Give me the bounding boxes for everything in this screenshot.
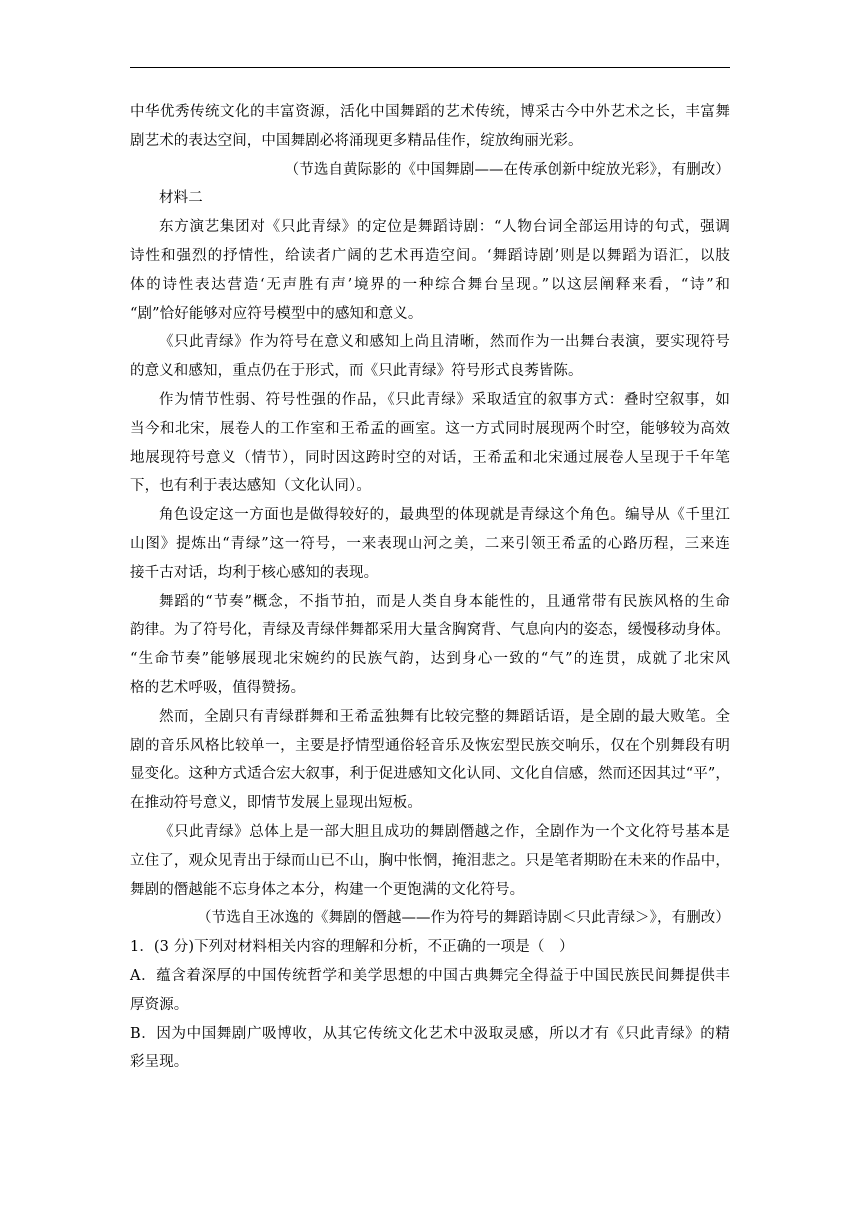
text-line: 诗性和强烈的抒情性，给读者广阔的艺术再造空间。‘舞蹈诗剧’则是以舞蹈为语汇，以肢 [130, 247, 730, 264]
text-line: 体的诗性表达营造‘无声胜有声’境界的一种综合舞台呈现。”以这层阐释来看，“诗”和 [130, 276, 730, 293]
document-body [130, 98, 730, 1077]
option-a: A．蕴含着深厚的中国传统哲学和美学思想的中国古典舞完全得益于中国民族民间舞提供丰 [130, 967, 730, 984]
text-line: 格的艺术呼吸，值得赞扬。 [130, 679, 306, 696]
text-line: 显变化。这种方式适合宏大叙事，利于促进感知文化认同、文化自信感，然而还因其过“平”， [130, 766, 730, 783]
material-heading: 材料二 [159, 190, 203, 207]
text-line: 接千古对话，均利于核心感知的表现。 [130, 564, 379, 581]
text-line: 《只此青绿》作为符号在意义和感知上尚且清晰，然而作为一出舞台表演，要实现符号 [159, 334, 730, 351]
text-line: 的意义和感知，重点仍在于形式，而《只此青绿》符号形式良莠皆陈。 [130, 363, 583, 380]
text-line: 作为情节性弱、符号性强的作品，《只此青绿》采取适宜的叙事方式：叠时空叙事，如 [159, 391, 730, 408]
text-line: “生命节奏”能够展现北宋婉约的民族气韵，达到身心一致的“气”的连贯，成就了北宋风 [130, 651, 730, 668]
text-line: 剧的音乐风格比较单一，主要是抒情型通俗轻音乐及恢宏型民族交响乐，仅在个别舞段有明 [130, 737, 730, 754]
source-citation: （节选自王冰逸的《舞剧的僭越——作为符号的舞蹈诗剧＜只此青绿＞》，有删改） [197, 910, 730, 927]
text-line: 舞蹈的“节奏”概念，不指节拍，而是人类自身本能性的，且通常带有民族风格的生命 [159, 593, 730, 610]
text-line: 下，也有利于表达感知（文化认同）。 [130, 478, 371, 495]
text-line: 在推动符号意义，即情节发展上显现出短板。 [130, 795, 422, 812]
text-line: 韵律。为了符号化，青绿及青绿伴舞都采用大量含胸窝背、气息向内的姿态，缓慢移动身体。 [130, 622, 730, 639]
text-line: 舞剧的僭越能不忘身体之本分，构建一个更饱满的文化符号。 [130, 881, 525, 898]
option-b: B．因为中国舞剧广吸博收，从其它传统文化艺术中汲取灵感，所以才有《只此青绿》的精 [130, 1025, 730, 1042]
text-line: 立住了，观众见青出于绿而山已不山，胸中怅惘，掩泪悲之。只是笔者期盼在未来的作品中， [130, 852, 730, 869]
header-rule [130, 67, 730, 68]
text-line: 中华优秀传统文化的丰富资源，活化中国舞蹈的艺术传统，博采古今中外艺术之长，丰富舞 [130, 104, 730, 120]
text-line: 《只此青绿》总体上是一部大胆且成功的舞剧僭越之作，全剧作为一个文化符号基本是 [159, 823, 730, 840]
text-line: 地展现符号意义（情节），同时因这跨时空的对话，王希孟和北宋通过展卷人呈现于千年笔 [130, 449, 730, 466]
question-stem: 1．(3 分)下列对材料相关内容的理解和分析，不正确的一项是（ ） [130, 939, 574, 956]
source-citation: （节选自黄际影的《中国舞剧——在传承创新中绽放光彩》，有删改） [284, 161, 730, 178]
text-line: 角色设定这一方面也是做得较好的，最典型的体现就是青绿这个角色。编导从《千里江 [159, 507, 730, 524]
text-line: 东方演艺集团对《只此青绿》的定位是舞蹈诗剧：“人物台词全部运用诗的句式，强调 [159, 219, 730, 236]
text-line: 然而，全剧只有青绿群舞和王希孟独舞有比较完整的舞蹈话语，是全剧的最大败笔。全 [159, 708, 730, 725]
option-a-continuation: 厚资源。 [130, 996, 189, 1013]
text-line: 当今和北宋，展卷人的工作室和王希孟的画室。这一方式同时展现两个时空，能够较为高效 [130, 420, 730, 437]
option-b-continuation: 彩呈现。 [130, 1054, 189, 1071]
text-line: 剧艺术的表达空间，中国舞剧必将涌现更多精品佳作，绽放绚丽光彩。 [130, 132, 583, 149]
text-line: “剧”恰好能够对应符号模型中的感知和意义。 [130, 305, 423, 322]
text-line: 山图》提炼出“青绿”这一符号，一来表现山河之美，二来引领王希孟的心路历程，三来连 [130, 535, 730, 552]
